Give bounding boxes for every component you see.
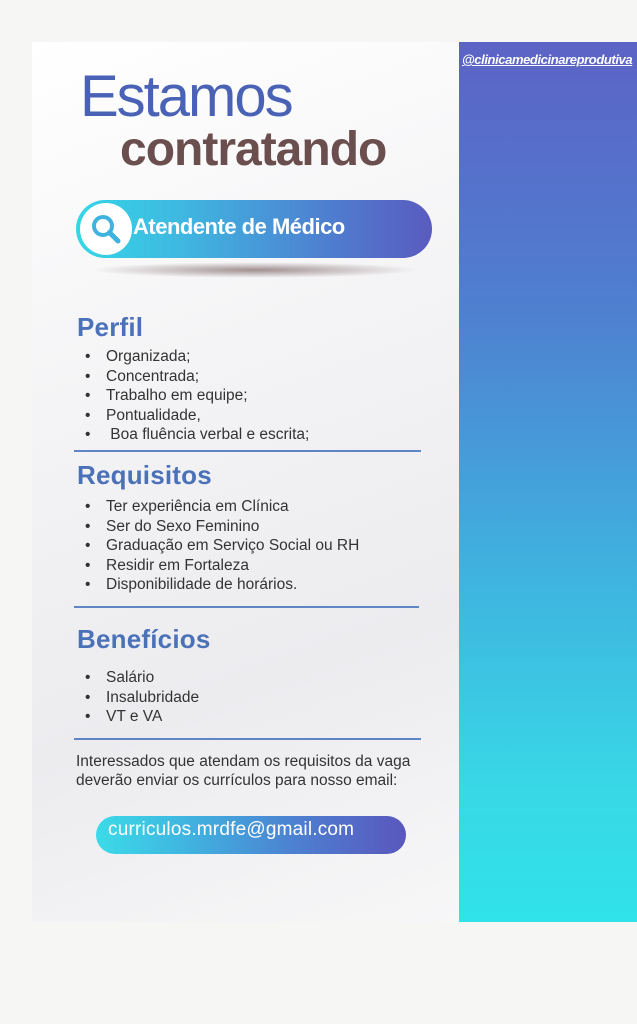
instagram-handle[interactable]: @clinicamedicinareprodutiva [462,52,633,67]
list-item: • Concentrada; [77,367,309,387]
divider [74,738,421,740]
title-line-2: contratando [120,123,387,176]
list-item: • Salário [77,668,199,688]
perfil-list [77,347,309,445]
list-item: • Insalubridade [77,688,199,708]
list-item: • Boa fluência verbal e escrita; [77,425,309,445]
list-item: • Organizada; [77,347,309,367]
gradient-sidebar [459,42,637,922]
email-link[interactable]: curriculos.mrdfe@gmail.com [108,819,355,840]
pill-shadow [90,262,420,278]
list-item: • Ter experiência em Clínica [77,497,359,517]
title-line-1: Estamos [80,64,292,129]
beneficios-list [77,668,199,727]
divider [74,606,419,608]
requisitos-list [77,497,359,595]
list-item: • Pontualidade, [77,406,309,426]
requisitos-title: Requisitos [77,460,212,490]
beneficios-title: Benefícios [77,624,211,654]
contact-note: Interessados que atendam os requisitos da vaga deverão enviar os currículos para nosso email: [76,753,411,789]
list-item: • VT e VA [77,707,199,727]
perfil-title: Perfil [77,312,144,342]
list-item: • Residir em Fortaleza [77,556,359,576]
list-item: • Graduação em Serviço Social ou RH [77,536,359,556]
position-title: Atendente de Médico [133,214,345,239]
list-item: • Ser do Sexo Feminino [77,517,359,537]
list-item: • Disponibilidade de horários. [77,575,359,595]
search-icon [80,203,132,255]
list-item: • Trabalho em equipe; [77,386,309,406]
divider [74,450,421,452]
